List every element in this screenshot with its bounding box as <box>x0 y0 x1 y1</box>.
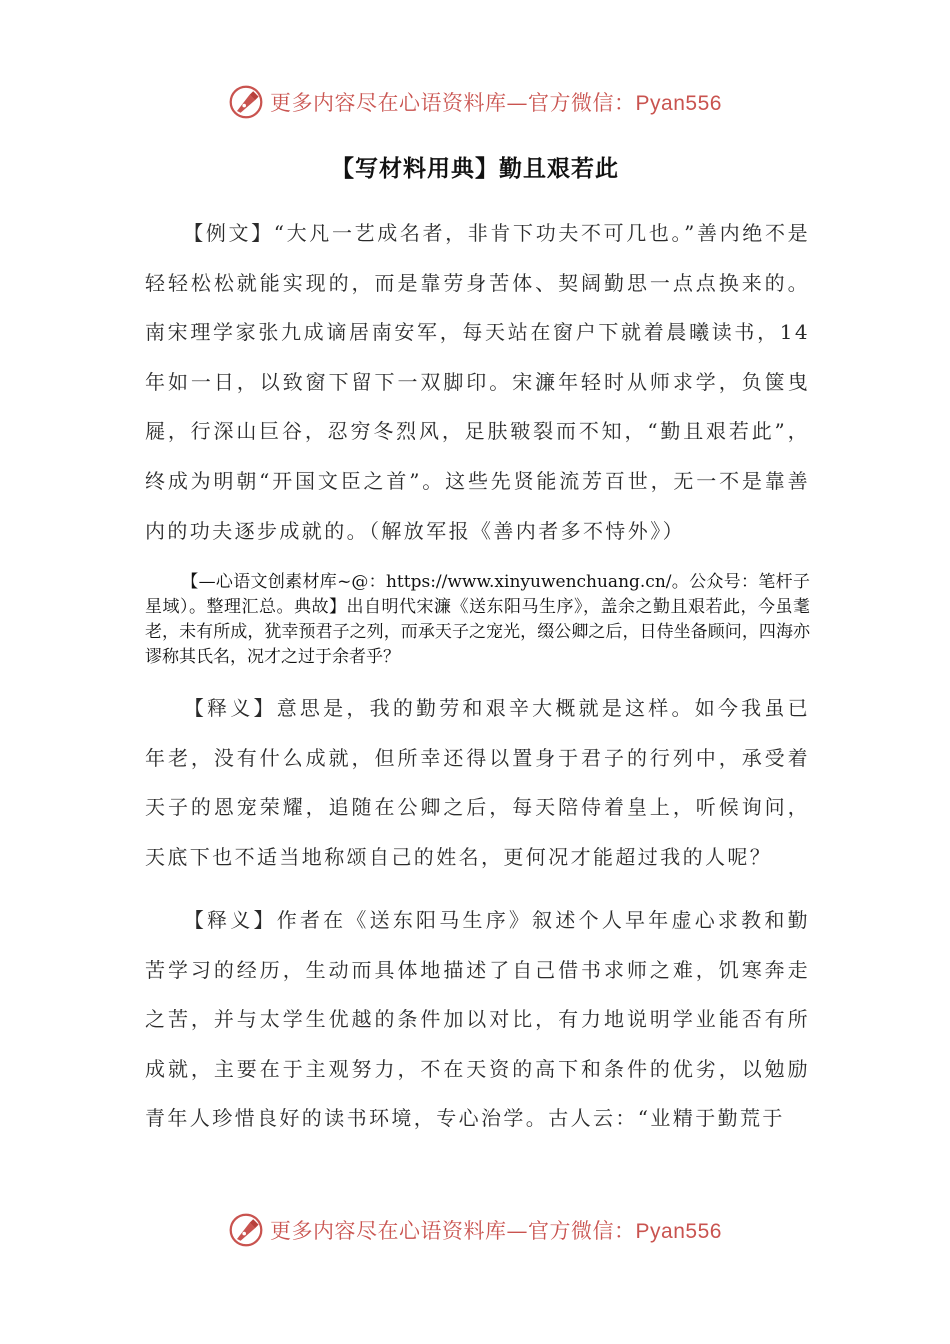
footer-banner-text: 更多内容尽在心语资料库—官方微信：Pyan556 <box>270 1219 722 1243</box>
footer-wechat-account: Pyan556 <box>635 1220 722 1243</box>
footer-banner <box>0 1210 950 1250</box>
pen-nib-logo-icon <box>228 84 264 120</box>
header-banner-text: 更多内容尽在心语资料库—官方微信：Pyan556 <box>270 91 722 115</box>
document-title: 【写材料用典】勤且艰若此 <box>331 156 619 182</box>
meaning-paragraph-2: 【释义】作者在《送东阳马生序》叙述个人早年虚心求教和勤苦学习的经历，生动而具体地描述了自己借书求师之难，饥寒奔走之苦，并与太学生优越的条件加以对比，有力地说明学业能否有所成就，主要在于主观努力，不在天资的高下和条件的优劣，以勉励青年人珍惜良好的读书环境，专心治学。古人云：“业精于勤荒于 <box>145 908 810 1131</box>
example-paragraph: 【例文】“大凡一艺成名者，非肯下功夫不可几也。”善内绝不是轻轻松松就能实现的，而是靠劳身苦体、契阔勤思一点点换来的。南宋理学家张九成谪居南安军，每天站在窗户下就着晨曦读书，14 年如一日，以致窗下留下一双脚印。宋濂年轻时从师求学，负箧曳屣，行深山巨谷，忍穷冬烈风，足肤皲裂而不知，“勤且艰若此”，终成为明朝“开国文臣之首”。这些先贤能流芳百世，无一不是靠善内的功夫逐步成就的。（解放军报《善内者多不恃外》） <box>145 221 810 543</box>
pen-nib-logo-icon <box>228 1212 264 1248</box>
meaning-paragraph-1: 【释义】意思是，我的勤劳和艰辛大概就是这样。如今我虽已年老，没有什么成就，但所幸还得以置身于君子的行列中，承受着天子的恩宠荣耀，追随在公卿之后，每天陪侍着皇上，听候询问，天底下也不适当地称颂自己的姓名，更何况才能超过我的人呢？ <box>145 696 810 869</box>
source-paragraph: 【—心语文创素材库~@：https://www.xinyuwenchuang.cn/。公众号：笔杆子星域）。整理汇总。典故】出自明代宋濂《送东阳马生序》，盖余之勤且艰若此，今虽耄老，未有所成，犹幸预君子之列，而承天子之宠光，缀公卿之后，日侍坐备顾问，四海亦谬称其氏名，况才之过于余者乎？ <box>145 572 810 667</box>
header-banner <box>0 82 950 122</box>
header-wechat-account: Pyan556 <box>635 92 722 115</box>
